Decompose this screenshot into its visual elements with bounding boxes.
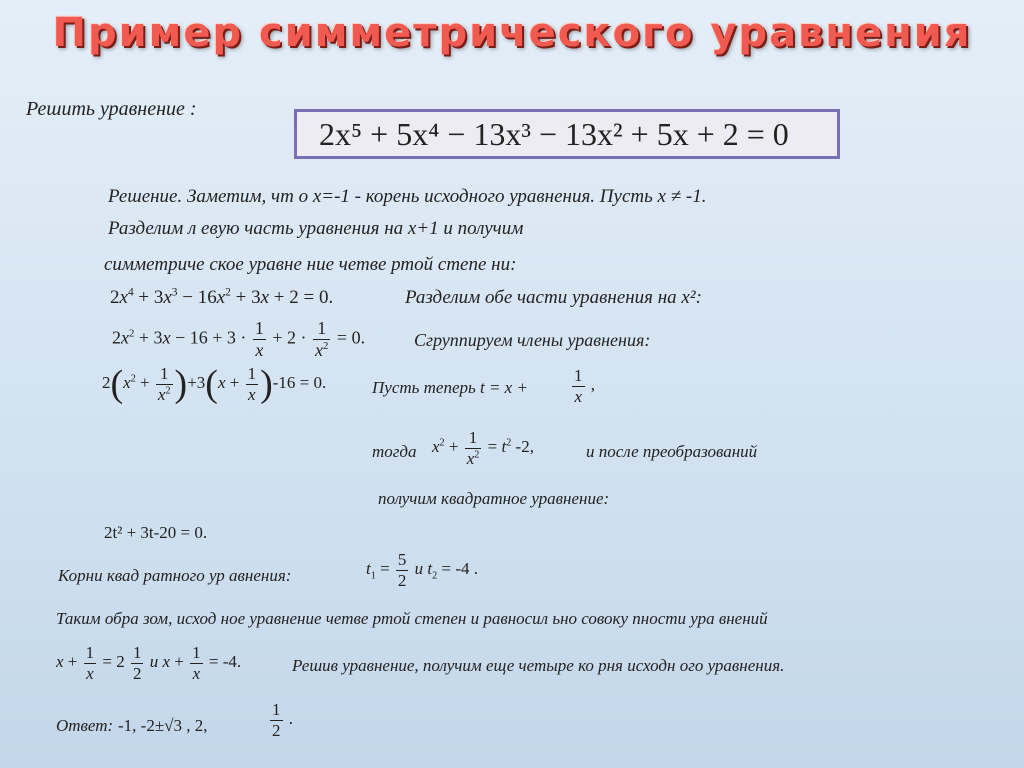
solution-line-1: Решение. Заметим, чт о x=-1 - корень исходного уравнения. Пусть x ≠ -1. — [108, 186, 707, 207]
substitution-square: $x^2$ + $\frac{1}{x^2}$ = $t^2$ -2, — [432, 428, 534, 468]
solving-text: Решив уравнение, получим еще четыре ко рня исходн ого уравнения. — [292, 656, 785, 675]
quad-intro: получим квадратное уравнение: — [378, 489, 610, 508]
quartic-equation: $2x^4 + 3x^3 - 16x^2 + 3x + 2 = 0$. — [110, 286, 334, 308]
roots-and: и — [414, 558, 424, 578]
then-label: тогда — [372, 442, 417, 461]
step2-text: Сгруппируем члены уравнения: — [414, 330, 651, 350]
solution-line-3: симметриче ское уравне ние четве ртой степе ни: — [104, 254, 517, 275]
slide-title: Пример симметрического уравнения — [52, 10, 972, 56]
answer-label: Ответ: — [56, 716, 114, 735]
roots-label: Корни квад ратного ур авнения: — [58, 566, 292, 585]
step3-text: Пусть теперь t = x + — [372, 378, 528, 397]
step1-text: Разделим обе части уравнения на x²: — [405, 287, 702, 308]
system-equations: x + $\frac{1}{x}$ = 2 $\frac{1}{2}$ и x + $\frac{1}{x}$ = -4. — [56, 643, 242, 683]
divided-equation: $2x^2 + 3x - 16 + 3$ · $\frac{1}{x}$ + 2 · $\frac{1}{x^2}$ = 0. — [112, 318, 366, 360]
quadratic-equation: 2t² + 3t-20 = 0. — [104, 523, 208, 542]
main-equation-box: 2x⁵ + 5x⁴ − 13x³ − 13x² + 5x + 2 = 0 — [294, 109, 840, 159]
thus-line: Таким обра зом, исход ное уравнение четве ртой степен и равносил ьно совоку пности ура внений — [56, 609, 768, 628]
grouped-equation: $2(x^2$ + $\frac{1}{x^2}$ )+3(x + $\frac{1}{x}$ )-16 = 0. — [102, 363, 327, 406]
solve-label: Решить уравнение : — [26, 98, 197, 120]
solution-line-2: Разделим л евую часть уравнения на x+1 и получим — [108, 218, 524, 239]
substitution-fraction: $\frac{1}{x}$ , — [574, 366, 595, 406]
roots-values: $t_1$ = $\frac{5}{2}$ и $t_2 = -4$ . — [366, 550, 478, 590]
answer-values: -1, -2±√3 , 2, — [118, 716, 208, 735]
after-text: и после преобразований — [586, 442, 758, 461]
answer-fraction: $\frac{1}{2}$ . — [272, 700, 293, 740]
